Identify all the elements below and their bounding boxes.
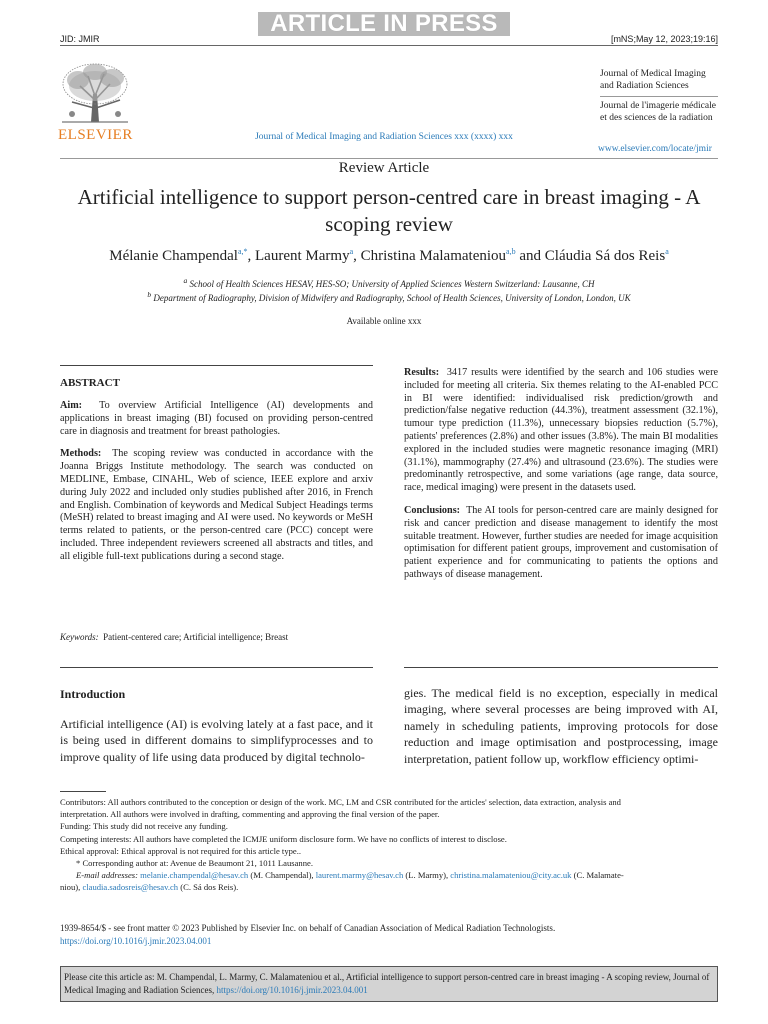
article-type: Review Article xyxy=(338,160,430,176)
footnote-emails-cont xyxy=(60,881,718,893)
author-separator: and xyxy=(515,248,545,264)
aim-text: To overview Artificial Intelligence (AI) developments and applications in breast imaging (BI) focused on providing person-centred care in diagnosis and treatment for breast pathologies. xyxy=(60,400,373,437)
abstract-left-column xyxy=(60,400,373,574)
elsevier-tree-logo xyxy=(58,60,132,132)
top-rule xyxy=(60,45,718,46)
abstract-bottom-rule-right xyxy=(404,667,718,668)
abstract-conclusions xyxy=(404,505,718,582)
introduction-right-text: gies. The medical field is no exception, especially in medical imaging, where several processes are being improved with AI, namely in scheduling patients, improving protocols for dose reduction and image optimisation and postprocessing, image interpretation, patient follow up, workflow efficiency optimi- xyxy=(404,686,718,766)
email-label: E-mail addresses: xyxy=(76,870,138,881)
abstract-heading: ABSTRACT xyxy=(60,377,120,389)
header-rule xyxy=(60,158,718,159)
journal-homepage-link[interactable]: www.elsevier.com/locate/jmir xyxy=(598,144,712,154)
author-name: Laurent Marmy xyxy=(255,248,350,264)
keywords xyxy=(60,632,288,642)
affiliation-a xyxy=(60,276,718,289)
footnote-funding: Funding: This study did not receive any funding. xyxy=(60,821,228,832)
abstract-bottom-rule-left xyxy=(60,667,373,668)
journal-title-fr: Journal de l'imagerie médicale et des sciences de la radiation xyxy=(600,101,716,123)
footnote-contributors-cont: interpretation. All authors were involved in drafting, commenting and approving the final version of the paper. xyxy=(60,809,440,820)
journal-id: JID: JMIR xyxy=(60,34,100,44)
article-in-press-banner: ARTICLE IN PRESS xyxy=(270,10,498,37)
available-online: Available online xxx xyxy=(346,316,422,326)
author-name: Christina Malamateniou xyxy=(360,248,507,264)
journal-title-box xyxy=(600,68,718,124)
author-list xyxy=(60,247,718,265)
abstract-methods xyxy=(60,448,373,563)
abstract-top-rule xyxy=(60,365,373,366)
footnotes xyxy=(60,796,718,894)
article-title: Artificial intelligence to support person-centred care in breast imaging - A scoping review xyxy=(77,185,701,236)
email-link[interactable]: laurent.marmy@hesav.ch xyxy=(315,870,404,881)
affiliation-b xyxy=(60,290,718,303)
introduction-heading: Introduction xyxy=(60,687,126,701)
results-label: Results: xyxy=(404,367,440,378)
author-affiliation-mark[interactable]: a,* xyxy=(237,247,248,256)
production-stamp: [mNS;May 12, 2023;19:16] xyxy=(610,34,718,44)
cite-this-article-box xyxy=(60,966,718,1002)
publisher-wordmark: ELSEVIER xyxy=(58,127,133,143)
affiliation-mark: b xyxy=(147,290,152,299)
aim-label: Aim: xyxy=(60,400,83,411)
methods-text: The scoping review was conducted in accordance with the Joanna Briggs Institute methodology. The search was conducted on MEDLINE, Embase, CINAHL, Web of science, IEEE explore and arxiv during July 2022 and included only studies published after 2016, in French and English. Combination of keywords and Medical Subject Headings terms (MeSH) related to breast imaging and AI were used. No keywords or MeSH terms related to patients, or the person-centred care (PCC) concept were included. Three independent reviewers screened all abstracts and titles, and all eligible full-text publications during a second stage. xyxy=(60,448,373,562)
methods-label: Methods: xyxy=(60,448,102,460)
author-name: Mélanie Champendal xyxy=(109,248,238,264)
author-affiliation-mark[interactable]: a xyxy=(665,247,669,256)
email-owner: (L. Marmy), xyxy=(403,870,451,881)
email-link[interactable]: melanie.champendal@hesav.ch xyxy=(140,870,249,881)
affiliation-mark: a xyxy=(183,276,188,285)
author-separator: , xyxy=(353,248,361,264)
footnote-competing-interests: Competing interests: All authors have completed the ICMJE uniform disclosure form. We have no conflicts of interest to disclose. xyxy=(60,833,507,844)
email-owner: (C. Sá dos Reis). xyxy=(178,882,239,893)
keywords-label: Keywords: xyxy=(60,632,99,642)
author-separator: , xyxy=(247,248,256,264)
copyright-line: 1939-8654/$ - see front matter © 2023 Published by Elsevier Inc. on behalf of Canadian Association of Medical Radiation Technologists. xyxy=(60,923,556,933)
cite-text: Please cite this article as: M. Champendal, L. Marmy, C. Malamateniou et al., Artificial intelligence to support person-centred care in breast imaging - A scoping review, Journal of Medical Imaging and Radiation Sciences, xyxy=(64,972,710,995)
abstract-right-column xyxy=(404,367,718,592)
introduction-left-text: Artificial intelligence (AI) is evolving lately at a fast pace, and it is being used in different domains to simplifyprocesses and to improve quality of life using data produced by digital technolo- xyxy=(60,717,373,764)
affiliation-text: School of Health Sciences HESAV, HES-SO; University of Applied Sciences Western Switzerland: Lausanne, CH xyxy=(189,279,595,289)
results-text: 3417 results were identified by the search and 106 studies were included for meeting all criteria. Six themes relating to the AI-enabled PCC in BI were identified: individualised risk prediction/growth and prediction/false negative reduction (44.3%), treatment assessment (32.1%), tumour type prediction (11.3%), unnecessary biopsies reduction (5.7%), patients' preferences (2.8%) and other issues (3.8%). The main BI modalities explored in the included studies were magnetic resonance imaging (MRI) (31.1%), mammography (27.4%) and ultrasound (23.6%). The studies were predominantly retrospective, and some variations (age range, data source, race, medical imaging) were present in the datasets used. xyxy=(404,367,718,494)
author-affiliation-mark[interactable]: a xyxy=(349,247,354,256)
keywords-text: Patient-centered care; Artificial intelligence; Breast xyxy=(103,632,289,642)
abstract-aim xyxy=(60,400,373,438)
conclusions-text: The AI tools for person-centred care are mainly designed for risk and cancer prediction and disease management to identify the most suitable treatment. However, further studies are needed for image acquisition optimisation for different patient groups, improvement and customisation of patient experience and for communicating to patients the options and pathways of disease management. xyxy=(404,504,718,580)
email-link[interactable]: claudia.sadosreis@hesav.ch xyxy=(82,882,179,893)
journal-title-divider xyxy=(600,96,718,97)
abstract-results xyxy=(404,367,718,495)
author-affiliation-mark[interactable]: a,b xyxy=(506,247,516,256)
email-owner: (M. Champendal), xyxy=(248,870,316,881)
email-owner: (C. Malamate- xyxy=(571,870,624,881)
journal-title-en: Journal of Medical Imaging and Radiation Sciences xyxy=(600,69,706,91)
author-name: Cláudia Sá dos Reis xyxy=(544,248,666,264)
issn-notice xyxy=(60,922,555,947)
journal-citation-link[interactable]: Journal of Medical Imaging and Radiation Sciences xxx (xxxx) xxx xyxy=(255,132,513,142)
footnote-emails xyxy=(60,869,718,881)
email-owner: niou), xyxy=(60,882,83,893)
footnote-ethics: Ethical approval: Ethical approval is not required for this article type.. xyxy=(60,845,302,856)
affiliation-text: Department of Radiography, Division of Midwifery and Radiography, School of Health Sciences, University of London, London, UK xyxy=(153,293,631,303)
cite-doi-link[interactable]: https://doi.org/10.1016/j.jmir.2023.04.001 xyxy=(216,984,368,995)
doi-link[interactable]: https://doi.org/10.1016/j.jmir.2023.04.001 xyxy=(60,935,212,946)
footnote-rule xyxy=(60,791,106,792)
email-link[interactable]: christina.malamateniou@city.ac.uk xyxy=(450,870,572,881)
footnote-corresponding-author: * Corresponding author at: Avenue de Beaumont 21, 1011 Lausanne. xyxy=(76,858,313,869)
footnote-contributors: Contributors: All authors contributed to the conception or design of the work. MC, LM and CSR contributed for the articles' selection, data extraction, analysis and xyxy=(60,797,621,807)
conclusions-label: Conclusions: xyxy=(404,504,461,516)
